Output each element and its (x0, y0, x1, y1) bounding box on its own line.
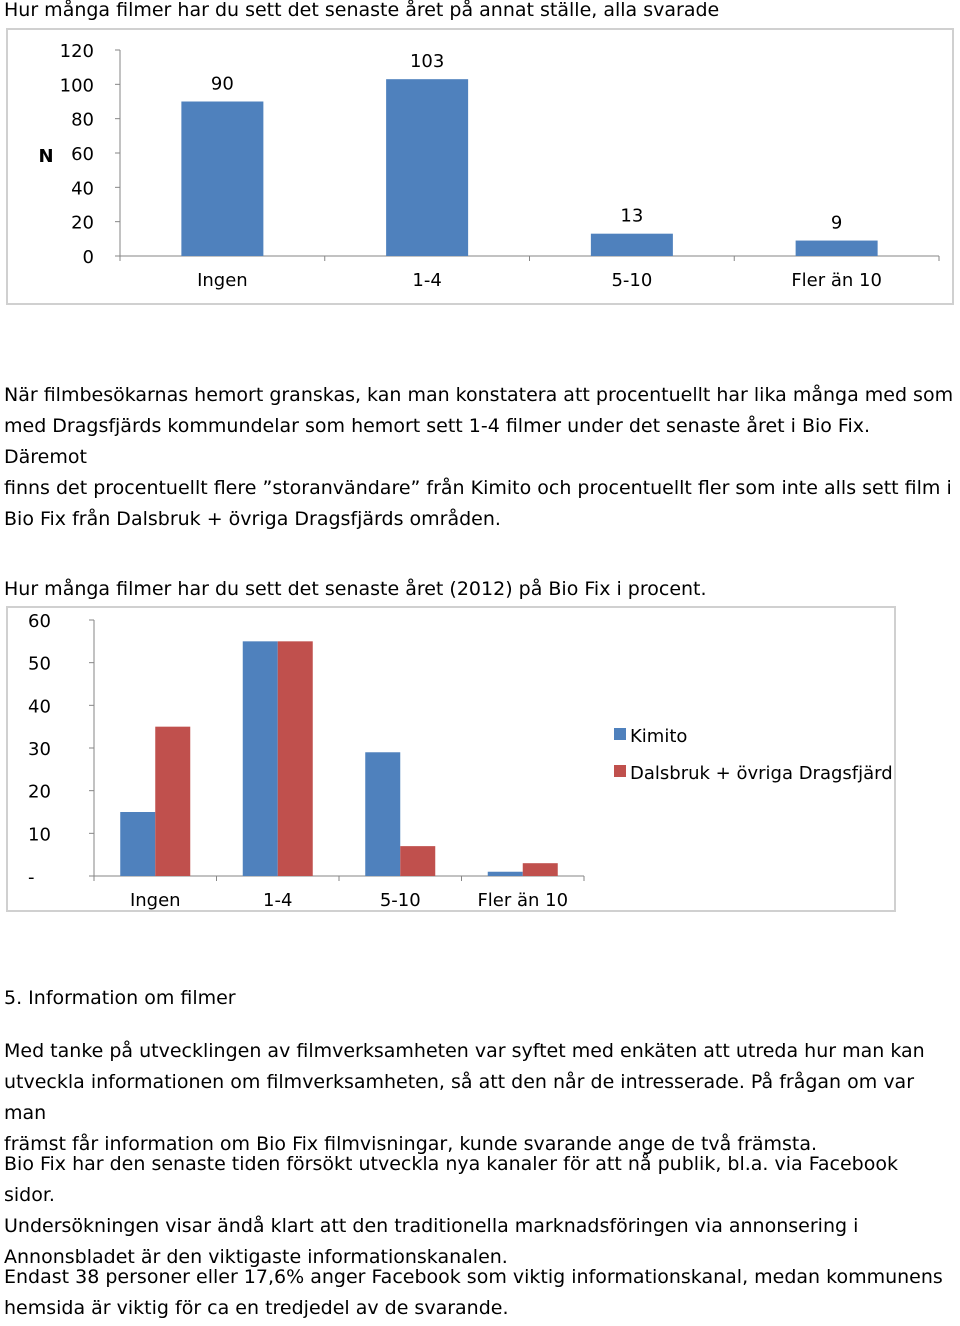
chart2-legend-swatch (614, 728, 626, 740)
chart2-y-tick-label: - (28, 867, 35, 888)
section-5-paragraph-2: Bio Fix har den senaste tiden försökt utveckla nya kanaler för att nå publik, bl.a. via Facebook sidor. Undersökningen visar ändå klart att den traditionella marknadsföringen via annonsering i Annonsbladet är den viktigaste informationskanalen. (4, 1153, 898, 1268)
chart2-y-tick-label: 30 (28, 739, 51, 760)
chart2-title: Hur många filmer har du sett det senaste året (2012) på Bio Fix i procent. (4, 578, 707, 600)
chart1-y-tick-label: 40 (71, 178, 94, 200)
paragraph-hemort: När filmbesökarnas hemort granskas, kan man konstatera att procentuellt har lika många med som med Dragsfjärds kommundelar som hemort sett 1-4 filmer under det senaste året i Bio Fix. Däremot finns det procentuellt flere ”storanvändare” från Kimito och procentuellt fler som inte alls sett film i Bio Fix från Dalsbruk + övriga Dragsfjärds områden. (4, 384, 954, 530)
chart1-y-tick-label: 60 (71, 144, 94, 165)
chart2-legend-label: Kimito (630, 726, 688, 747)
chart2-y-tick-label: 50 (28, 653, 51, 675)
chart2-bar (120, 812, 155, 876)
chart2-bar (488, 872, 523, 876)
chart1-svg (8, 30, 952, 303)
chart1-category-label: Ingen (197, 270, 248, 291)
chart1-y-tick-label: 120 (59, 41, 94, 62)
chart1-bar (796, 241, 878, 256)
chart1-title: Hur många filmer har du sett det senaste året på annat ställe, alla svarade (4, 0, 720, 21)
chart2-category-label: 1-4 (263, 890, 293, 910)
chart2-bar (155, 727, 190, 876)
chart2-y-tick-label: 40 (28, 696, 51, 718)
chart1-data-label: 13 (620, 205, 644, 227)
chart2-svg (8, 608, 894, 910)
chart2-bar (243, 641, 278, 876)
chart1-y-tick-label: 0 (82, 247, 94, 268)
section-5-paragraph-1: Med tanke på utvecklingen av filmverksamheten var syftet med enkäten att utreda hur man kan utveckla informationen om filmverksamheten, så att den når de intresserade. På frågan om var man främst får information om Bio Fix filmvisningar, kunde svarande ange de två främsta. (4, 1040, 925, 1155)
chart2-y-tick-label: 10 (28, 824, 51, 846)
chart2-legend-label: Dalsbruk + övriga Dragsfjärd (630, 763, 893, 784)
chart2-y-tick-label: 60 (28, 611, 51, 632)
chart1-category-label: Fler än 10 (791, 270, 882, 291)
chart1-bar (591, 234, 673, 256)
chart1-category-label: 1-4 (412, 270, 442, 291)
chart2-y-tick-label: 20 (28, 781, 51, 803)
chart2-legend-swatch (614, 765, 626, 777)
chart1-y-tick-label: 80 (71, 109, 94, 131)
chart1-data-label: 90 (210, 73, 234, 95)
chart2-bar (523, 863, 558, 876)
section-5-title: 5. Information om filmer (4, 987, 236, 1009)
chart1-y-axis-label: N (38, 146, 54, 167)
chart1-data-label: 103 (409, 51, 445, 73)
chart1-y-tick-label: 20 (71, 212, 94, 234)
chart1-data-label: 9 (830, 212, 843, 234)
chart2-bar (278, 641, 313, 876)
chart2-category-label: Fler än 10 (477, 890, 569, 910)
chart2-frame (6, 606, 896, 912)
chart1-y-tick-label: 100 (59, 75, 94, 97)
chart2-category-label: Ingen (129, 890, 181, 910)
section-5-paragraph-3: Endast 38 personer eller 17,6% anger Facebook som viktig informationskanal, medan kommunens hemsida är viktig för ca en tredjedel av de svarande. (4, 1266, 943, 1319)
chart1-bar (181, 102, 263, 257)
chart2-bar (400, 846, 435, 876)
chart2-category-label: 5-10 (379, 890, 421, 910)
chart2-bar (365, 752, 400, 876)
chart1-bar (386, 79, 468, 256)
chart1-category-label: 5-10 (611, 270, 653, 291)
chart1-frame (6, 28, 954, 305)
